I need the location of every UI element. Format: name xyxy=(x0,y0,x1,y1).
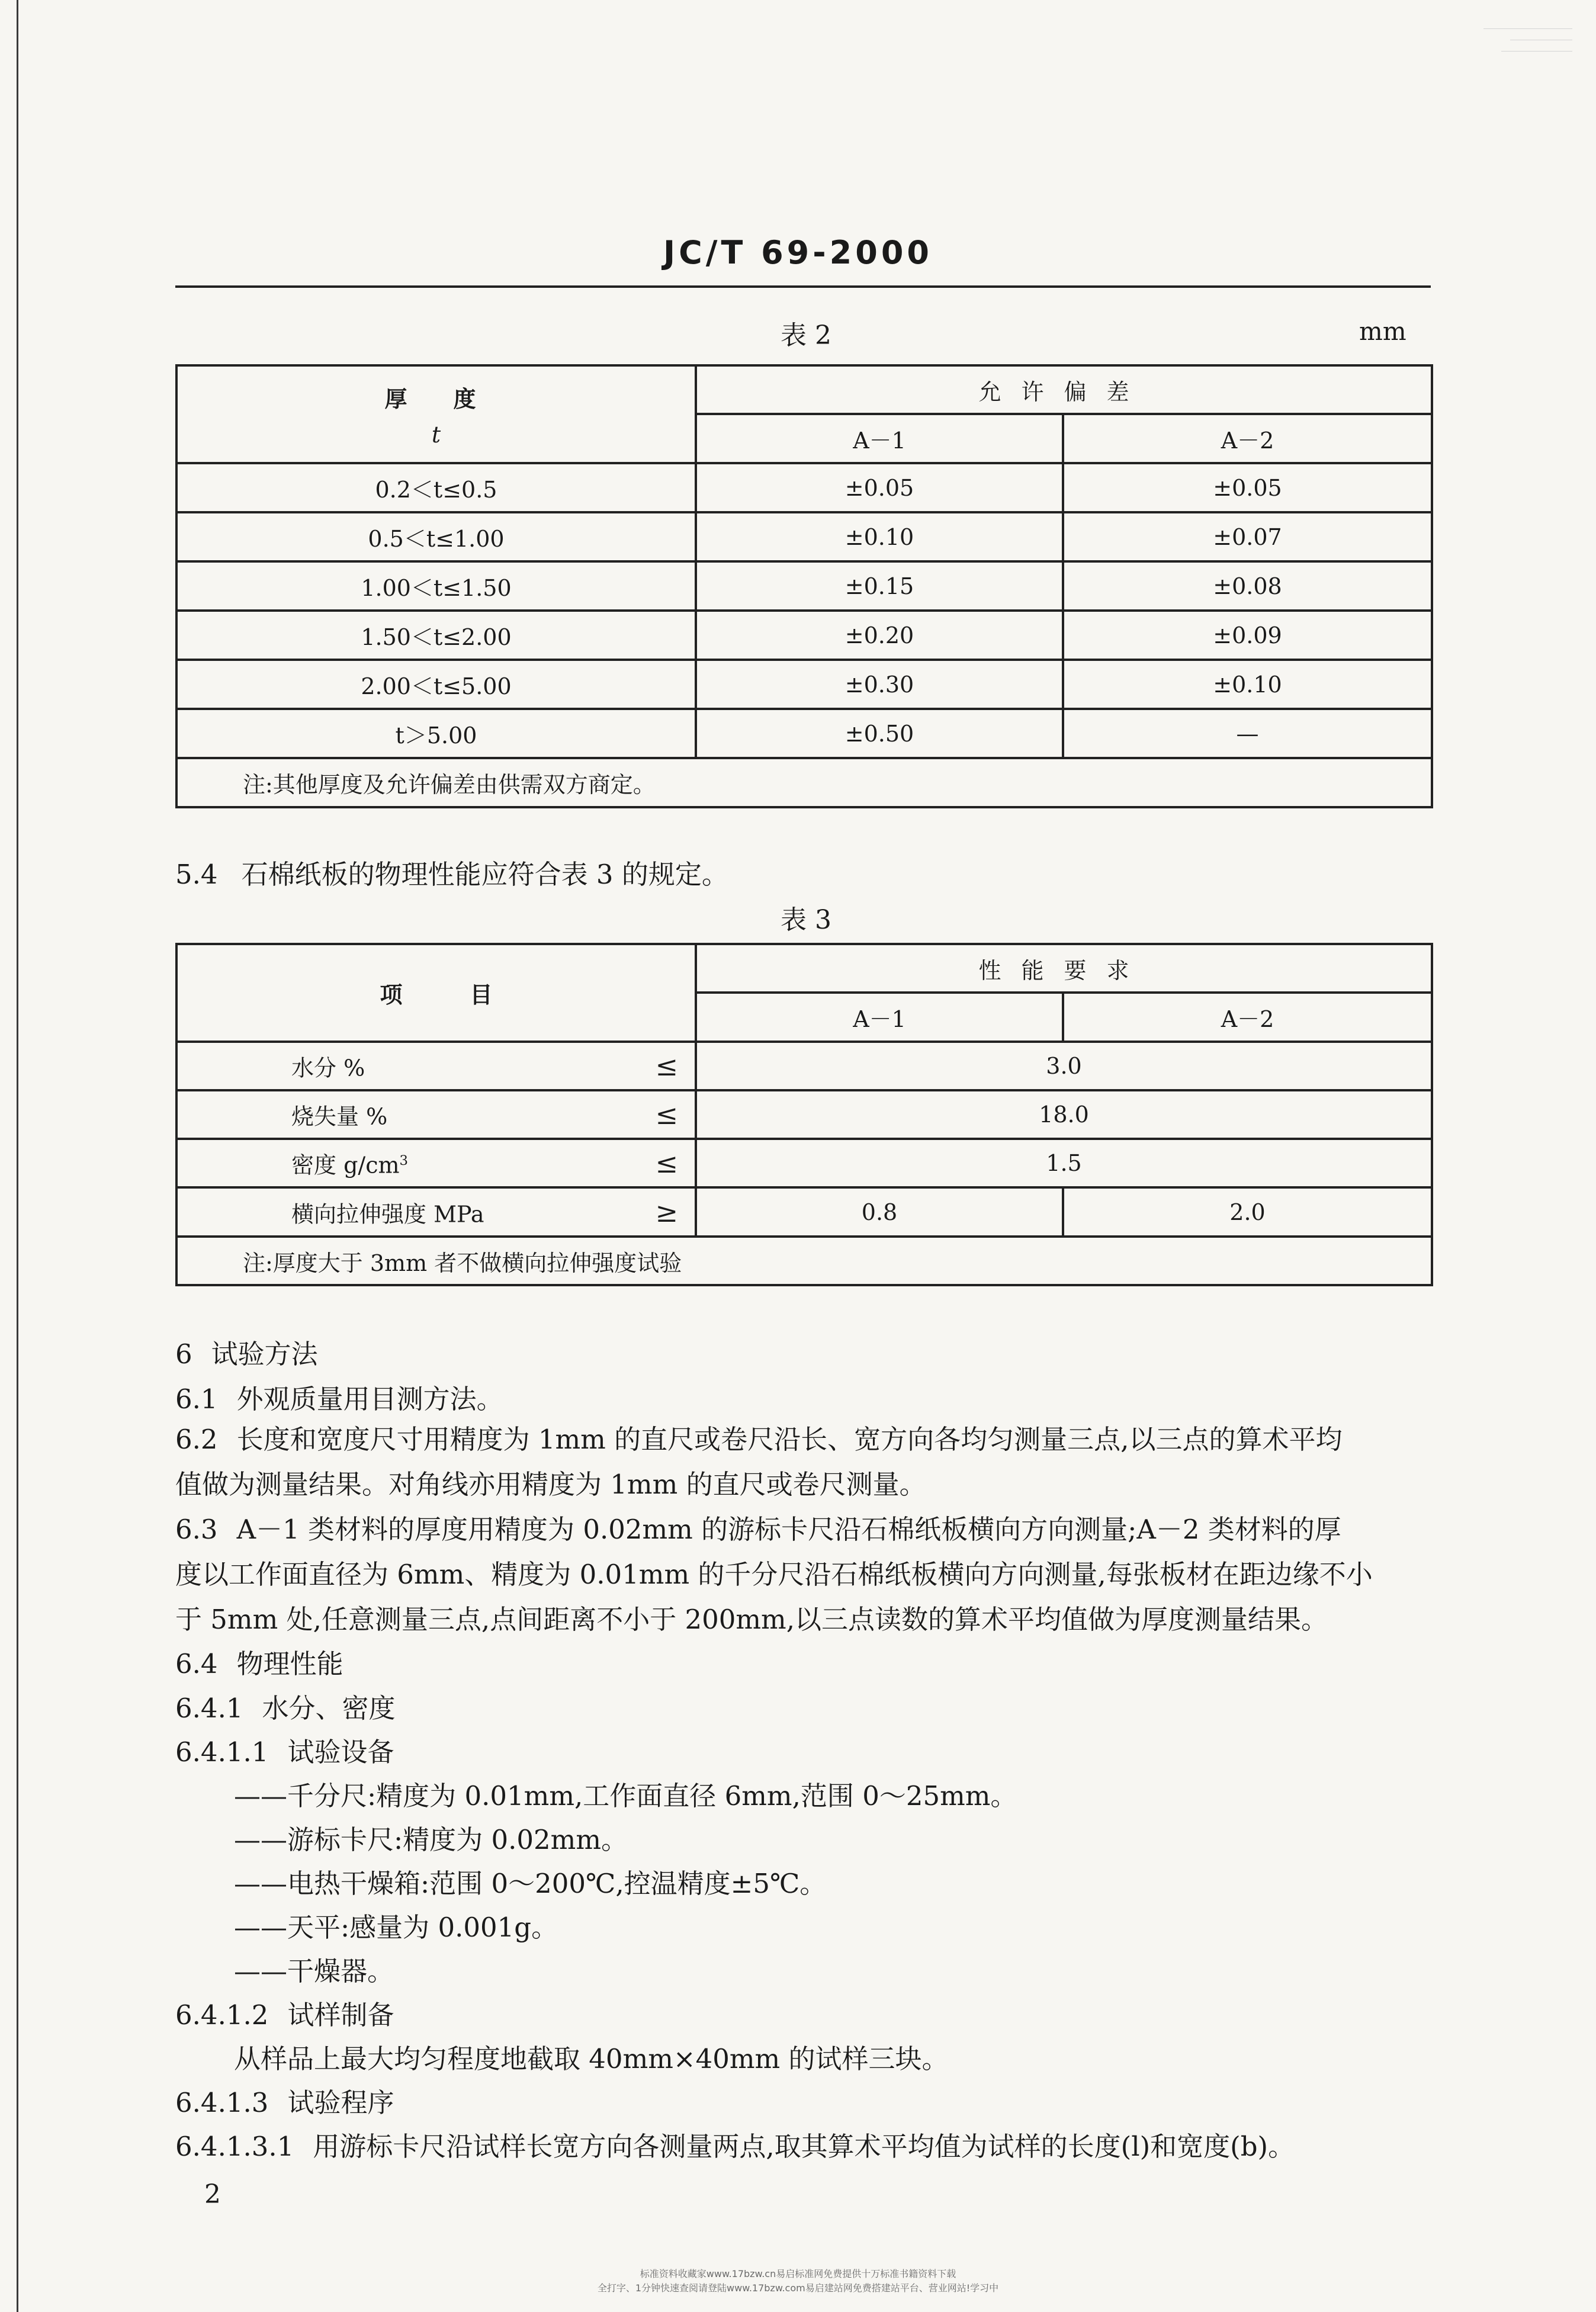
thickness-range: 0.5＜t≤1.00 xyxy=(176,512,696,561)
table3-col-a1: A－1 xyxy=(696,993,1063,1042)
property-value-a2: 2.0 xyxy=(1063,1187,1432,1237)
table-row xyxy=(176,1042,1432,1090)
table3-head-item: 项 目 xyxy=(176,944,696,1042)
tolerance-a2: ±0.10 xyxy=(1063,660,1432,709)
equipment-item: ——干燥器。 xyxy=(234,1955,394,1987)
table2 xyxy=(175,364,1433,808)
table3-caption: 表 3 xyxy=(781,905,831,935)
table2-col-a2: A－2 xyxy=(1063,414,1432,463)
document-code: JC/T 69-2000 xyxy=(663,234,933,271)
table3 xyxy=(175,943,1433,1286)
property-value: 3.0 xyxy=(696,1042,1432,1090)
section-6-4-1-2: 6.4.1.2 试样制备 xyxy=(175,1999,394,2031)
table3-head-performance: 性能要求 xyxy=(696,944,1432,993)
section-6-4-1-1: 6.4.1.1 试验设备 xyxy=(175,1736,394,1768)
property-name: 水分 % xyxy=(291,1055,365,1081)
property-value-a1: 0.8 xyxy=(696,1187,1063,1237)
section-6-4-1-3-1: 6.4.1.3.1 用游标卡尺沿试样长宽方向各测量两点,取其算术平均值为试样的长度(l)和宽度(b)。 xyxy=(175,2131,1295,2162)
section-6-4: 6.4 物理性能 xyxy=(175,1648,343,1680)
footer-watermark: 标准资料收藏家www.17bzw.cn易启标准网免费提供十万标准书籍资料下载 全打字、1分钟快速查阅请登陆www.17bzw.com易启建站网免费搭建站平台、营业网站!学习中 xyxy=(597,2268,999,2294)
tolerance-a1: ±0.30 xyxy=(696,660,1063,709)
table3-col-a2: A－2 xyxy=(1063,993,1432,1042)
equipment-item: ——电热干燥箱:范围 0～200℃,控温精度±5℃。 xyxy=(234,1868,827,1899)
table-row xyxy=(176,561,1432,611)
tolerance-a1: ±0.05 xyxy=(696,463,1063,512)
section-6-3: 6.3 A－1 类材料的厚度用精度为 0.02mm 的游标卡尺沿石棉纸板横向方向测量;A－2 类材料的厚 度以工作面直径为 6mm、精度为 0.01mm 的千分尺沿石棉纸板横向方向测量,每张板材在距边缘不小 于 5mm 处,任意测量三点,点间距离不小于 200mm,以三点读数的算术平均值做为厚度测量结果。 xyxy=(175,1514,1373,1635)
watermark-stamp xyxy=(1483,18,1572,52)
section-6-1: 6.1 外观质量用目测方法。 xyxy=(175,1383,503,1415)
tolerance-a1: ±0.15 xyxy=(696,561,1063,611)
tolerance-a1: ±0.50 xyxy=(696,709,1063,758)
tolerance-a2: — xyxy=(1063,709,1432,758)
comparison-symbol: ≤ xyxy=(655,1099,678,1131)
tolerance-a2: ±0.09 xyxy=(1063,611,1432,660)
section-6-heading: 6 试验方法 xyxy=(175,1338,318,1370)
table-row xyxy=(176,660,1432,709)
thickness-range: t＞5.00 xyxy=(176,709,696,758)
thickness-range: 1.50＜t≤2.00 xyxy=(176,611,696,660)
table-row xyxy=(176,463,1432,512)
table2-col-a1: A－1 xyxy=(696,414,1063,463)
table2-head-tolerance: 允许偏差 xyxy=(696,365,1432,414)
property-value: 1.5 xyxy=(696,1139,1432,1187)
table-row xyxy=(176,512,1432,561)
property-name: 烧失量 % xyxy=(291,1103,388,1130)
table2-note: 注:其他厚度及允许偏差由供需双方商定。 xyxy=(176,758,1432,807)
table-row xyxy=(176,1139,1432,1187)
table2-head-thickness: 厚 度 t xyxy=(176,365,696,463)
tolerance-a1: ±0.20 xyxy=(696,611,1063,660)
tolerance-a2: ±0.05 xyxy=(1063,463,1432,512)
property-cell xyxy=(176,1042,696,1090)
sample-preparation-text: 从样品上最大均匀程度地截取 40mm×40mm 的试样三块。 xyxy=(234,2043,949,2075)
equipment-item: ——游标卡尺:精度为 0.02mm。 xyxy=(234,1824,628,1855)
section-6-2: 6.2 长度和宽度尺寸用精度为 1mm 的直尺或卷尺沿长、宽方向各均匀测量三点,以三点的算术平均 值做为测量结果。对角线亦用精度为 1mm 的直尺或卷尺测量。 xyxy=(175,1424,1343,1500)
property-cell xyxy=(176,1187,696,1237)
table-row xyxy=(176,709,1432,758)
property-name: 横向拉伸强度 MPa xyxy=(291,1201,484,1227)
table-row xyxy=(176,1090,1432,1139)
section-6-4-1: 6.4.1 水分、密度 xyxy=(175,1693,396,1724)
table-row xyxy=(176,1187,1432,1237)
table2-unit: mm xyxy=(1359,317,1406,346)
thickness-range: 1.00＜t≤1.50 xyxy=(176,561,696,611)
tolerance-a2: ±0.07 xyxy=(1063,512,1432,561)
property-value: 18.0 xyxy=(696,1090,1432,1139)
table3-note: 注:厚度大于 3mm 者不做横向拉伸强度试验 xyxy=(176,1237,1432,1285)
scan-page-edge xyxy=(17,0,18,2312)
comparison-symbol: ≥ xyxy=(655,1196,678,1228)
thickness-range: 2.00＜t≤5.00 xyxy=(176,660,696,709)
header-rule xyxy=(175,285,1431,288)
equipment-item: ——天平:感量为 0.001g。 xyxy=(234,1912,558,1943)
thickness-range: 0.2＜t≤0.5 xyxy=(176,463,696,512)
table2-caption: 表 2 xyxy=(781,320,831,351)
comparison-symbol: ≤ xyxy=(655,1050,678,1082)
comparison-symbol: ≤ xyxy=(655,1147,678,1179)
property-cell xyxy=(176,1139,696,1187)
tolerance-a1: ±0.10 xyxy=(696,512,1063,561)
section-6-4-1-3: 6.4.1.3 试验程序 xyxy=(175,2087,394,2118)
section-5-4: 5.4 石棉纸板的物理性能应符合表 3 的规定。 xyxy=(175,859,728,890)
tolerance-a2: ±0.08 xyxy=(1063,561,1432,611)
equipment-item: ——千分尺:精度为 0.01mm,工作面直径 6mm,范围 0～25mm。 xyxy=(234,1780,1017,1812)
table-row xyxy=(176,611,1432,660)
property-name: 密度 $g/cm^3$ xyxy=(291,1152,409,1179)
page-number: 2 xyxy=(204,2179,221,2210)
property-cell xyxy=(176,1090,696,1139)
